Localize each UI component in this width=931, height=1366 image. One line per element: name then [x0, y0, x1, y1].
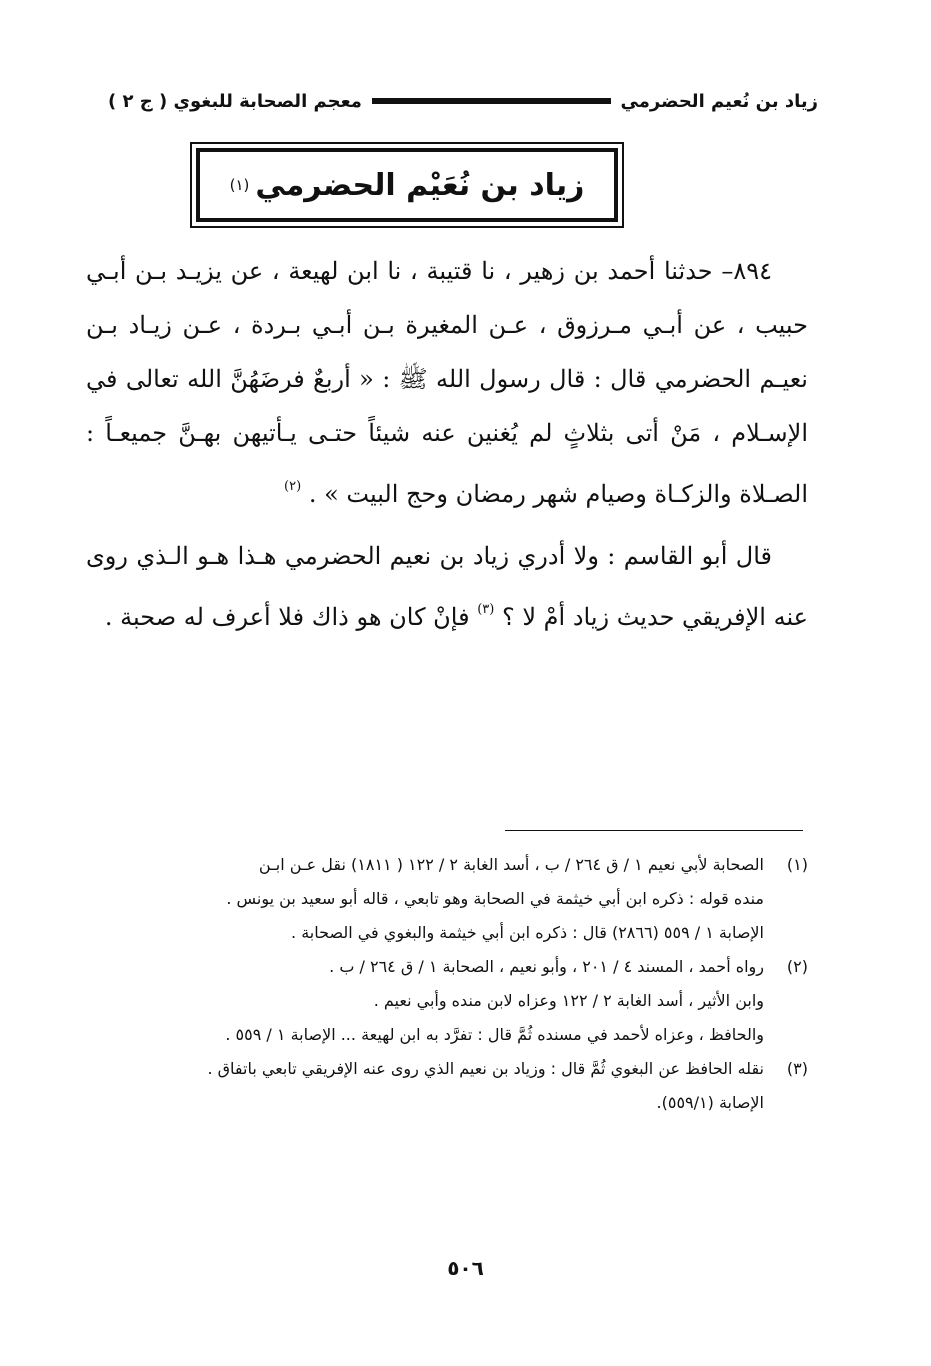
footnote-separator	[505, 830, 803, 831]
footnote-number: (٣)	[786, 1059, 808, 1078]
para2-line2a: عنه الإفريقي حديث زياد أمْ لا ؟	[502, 603, 808, 631]
footnote-line: الصحابة لأبي نعيم ١ / ق ٢٦٤ / ب ، أسد الغابة ٢ / ١٢٢ ( ١٨١١) نقل عـن ابـن	[258, 855, 764, 874]
footnote-line: الإصابة (٥٥٩/١).	[656, 1093, 764, 1112]
footnote-body	[92, 1052, 764, 1120]
hadith-paragraph	[86, 244, 808, 521]
para2-line2b: فإنْ كان هو ذاك فلا أعرف له صحبة .	[104, 603, 470, 631]
running-header	[108, 86, 818, 116]
footnote-2	[92, 950, 808, 1052]
main-text	[86, 244, 808, 644]
footnote-line: وابن الأثير ، أسد الغابة ٢ / ١٢٢ وعزاه لابن منده وأبي نعيم .	[373, 991, 764, 1010]
para1-line5: وصيام شهر رمضان وحج البيت » .	[308, 480, 647, 508]
commentary-paragraph	[86, 529, 808, 644]
footnote-line: منده قوله : ذكره ابن أبي خيثمة في الصحابة وهو تابعي ، قاله أبو سعيد بن يونس .	[226, 889, 764, 908]
footnotes	[92, 848, 808, 1120]
header-section-title: زياد بن نُعيم الحضرمي	[620, 90, 818, 112]
para1-line1: ٨٩٤– حدثنا أحمد بن زهير ، نا قتيبة ، نا ابن لهيعة ، عن يزيـد بـن أبـي	[86, 257, 772, 285]
para1-line3: الحضرمي قال : قال رسول الله ﷺ : « أربعٌ فرضَهُنَّ الله تعالى في الإسـلام ،	[86, 365, 808, 447]
footnote-line: الإصابة ١ / ٥٥٩ (٢٨٦٦) قال : ذكره ابن أبي خيثمة والبغوي في الصحابة .	[291, 923, 764, 942]
para1-line4: مَنْ أتى بثلاثٍ لم يُغنين عنه شيئاً حتـى يـأتيهن بهـنَّ جميعـاً : الصـلاة والزكـاة	[86, 419, 808, 508]
footnote-line: رواه أحمد ، المسند ٤ / ٢٠١ ، وأبو نعيم ، الصحابة ١ / ق ٢٦٤ / ب .	[329, 957, 764, 976]
footnote-body	[92, 950, 764, 1052]
header-book-title: معجم الصحابة للبغوي ( ج ٢ )	[108, 90, 362, 112]
chapter-title	[196, 148, 618, 222]
para1-footnote-ref: (٢)	[284, 479, 302, 494]
chapter-title-frame	[190, 142, 624, 228]
footnote-3	[92, 1052, 808, 1120]
para1-line2: حبيب ، عن أبـي مـرزوق ، عـن المغيرة بـن أبـي بـردة ، عـن زيـاد بـن نعيـم	[86, 311, 808, 393]
header-rule	[372, 98, 611, 104]
footnote-body	[92, 848, 764, 950]
footnote-line: والحافظ ، وعزاه لأحمد في مسنده ثُمَّ قال : تفرَّد به ابن لهيعة ... الإصابة ١ / ٥٥٩ .	[225, 1025, 764, 1044]
chapter-title-text: زياد بن نُعَيْم الحضرمي	[255, 167, 585, 203]
footnote-number: (١)	[786, 855, 808, 874]
title-footnote-ref: (١)	[229, 176, 250, 194]
footnote-line: نقله الحافظ عن البغوي ثُمَّ قال : وزياد بن نعيم الذي روى عنه الإفريقي تابعي باتفاق .	[207, 1059, 764, 1078]
footnote-1	[92, 848, 808, 950]
footnote-number: (٢)	[786, 957, 808, 976]
para2-footnote-ref: (٣)	[477, 602, 495, 617]
page-number: ٥٠٦	[447, 1256, 484, 1280]
para2-line1: قال أبو القاسم : ولا أدري زياد بن نعيم الحضرمي هـذا هـو الـذي روى	[86, 542, 772, 570]
